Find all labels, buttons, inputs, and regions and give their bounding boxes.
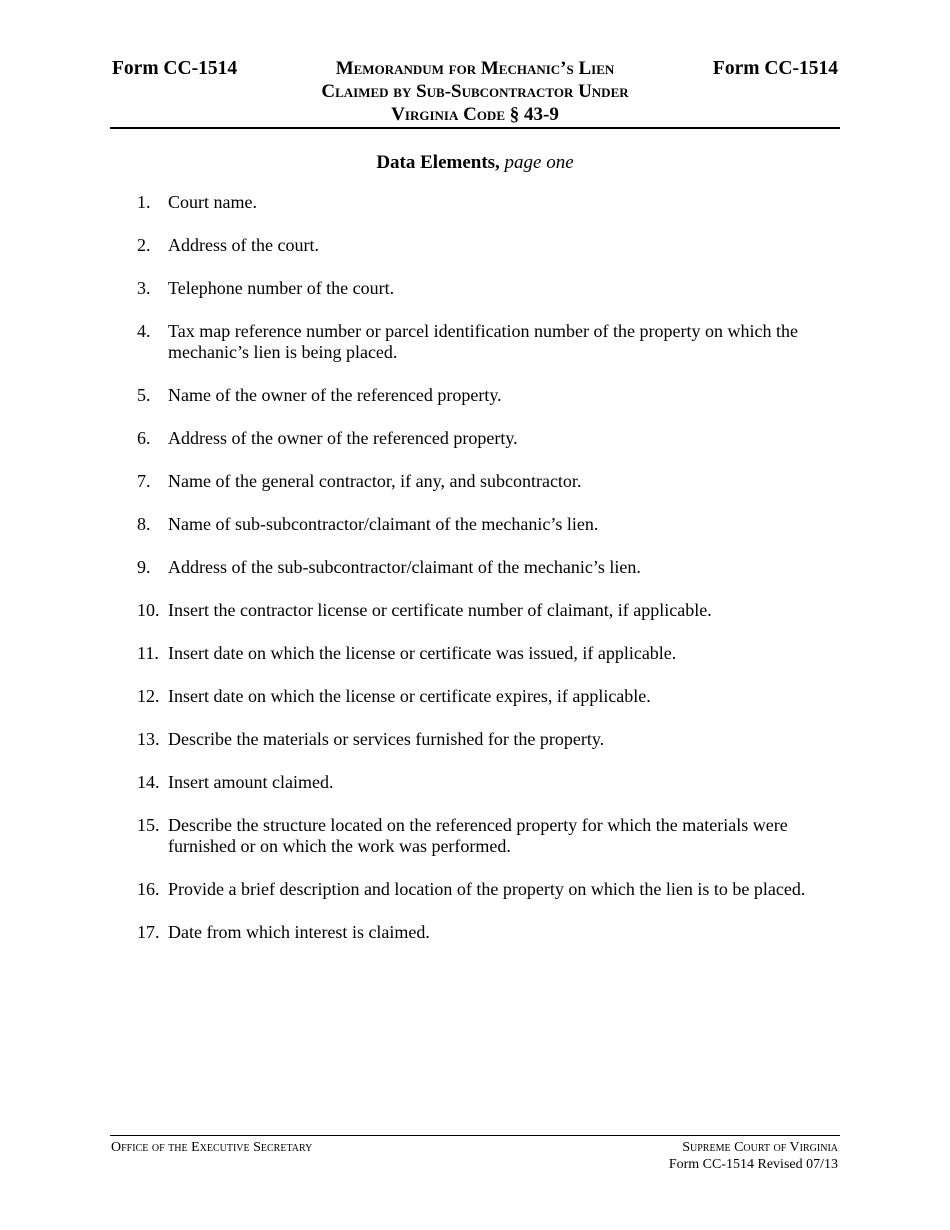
list-item: [137, 686, 837, 707]
footer-revision: Form CC-1514 Revised 07/13: [668, 1157, 838, 1172]
item-text: Tax map reference number or parcel identification number of the property on which the mechanic’s lien is being placed.: [168, 321, 798, 362]
list-item: [137, 471, 837, 492]
item-number: 10.: [137, 600, 160, 620]
list-item: [137, 192, 837, 213]
item-number: 15.: [137, 815, 160, 835]
footer-right: [669, 1139, 838, 1173]
list-item: [137, 815, 837, 857]
item-number: 11.: [137, 643, 159, 663]
item-text: Address of the sub-subcontractor/claimant of the mechanic’s lien.: [168, 557, 641, 577]
item-number: 4.: [137, 321, 151, 341]
page-footer: [110, 1135, 840, 1178]
item-number: 9.: [137, 557, 151, 577]
item-number: 6.: [137, 428, 151, 448]
list-item: [137, 278, 837, 299]
item-number: 14.: [137, 772, 160, 792]
item-text: Court name.: [168, 192, 257, 212]
data-elements-list: [137, 192, 837, 965]
item-number: 16.: [137, 879, 160, 899]
list-item: [137, 922, 837, 943]
item-text: Insert date on which the license or certificate expires, if applicable.: [168, 686, 651, 706]
subtitle-bold: Data Elements,: [376, 152, 500, 173]
item-text: Insert date on which the license or certificate was issued, if applicable.: [168, 643, 677, 663]
list-item: [137, 643, 837, 664]
form-number-right: Form CC-1514: [712, 58, 838, 79]
subtitle-italic: page one: [504, 152, 574, 173]
item-text: Address of the owner of the referenced property.: [168, 428, 518, 448]
list-item: [137, 729, 837, 750]
item-text: Name of the owner of the referenced property.: [168, 385, 502, 405]
list-item: [137, 772, 837, 793]
item-text: Name of the general contractor, if any, and subcontractor.: [168, 471, 582, 491]
title-line-2: Claimed by Sub-Subcontractor Under: [321, 81, 629, 102]
list-item: [137, 600, 837, 621]
item-text: Provide a brief description and location of the property on which the lien is to be placed.: [168, 879, 806, 899]
item-number: 2.: [137, 235, 151, 255]
title-line-3: Virginia Code § 43-9: [391, 104, 559, 125]
item-text: Insert the contractor license or certificate number of claimant, if applicable.: [168, 600, 712, 620]
list-item: [137, 385, 837, 406]
list-item: [137, 514, 837, 535]
item-text: Address of the court.: [168, 235, 319, 255]
item-number: 8.: [137, 514, 151, 534]
footer-office: Office of the Executive Secretary: [111, 1140, 313, 1155]
item-number: 13.: [137, 729, 160, 749]
title-line-1: Memorandum for Mechanic’s Lien: [335, 58, 615, 79]
item-text: Insert amount claimed.: [168, 772, 334, 792]
form-number-left: Form CC-1514: [112, 58, 238, 79]
item-text: Describe the structure located on the referenced property for which the materials were furnished or on which the work was performed.: [168, 815, 788, 856]
footer-court: Supreme Court of Virginia: [682, 1140, 838, 1155]
item-number: 1.: [137, 192, 151, 212]
item-number: 12.: [137, 686, 160, 706]
document-title: [260, 57, 690, 126]
list-item: [137, 879, 837, 900]
section-subtitle: [110, 151, 840, 175]
item-number: 17.: [137, 922, 160, 942]
list-item: [137, 557, 837, 578]
item-text: Date from which interest is claimed.: [168, 922, 430, 942]
list-item: [137, 428, 837, 449]
item-number: 7.: [137, 471, 151, 491]
list-item: [137, 321, 837, 363]
item-number: 5.: [137, 385, 151, 405]
item-text: Describe the materials or services furnished for the property.: [168, 729, 605, 749]
item-number: 3.: [137, 278, 151, 298]
item-text: Name of sub-subcontractor/claimant of the mechanic’s lien.: [168, 514, 599, 534]
item-text: Telephone number of the court.: [168, 278, 395, 298]
list-item: [137, 235, 837, 256]
page-header: [110, 57, 840, 129]
